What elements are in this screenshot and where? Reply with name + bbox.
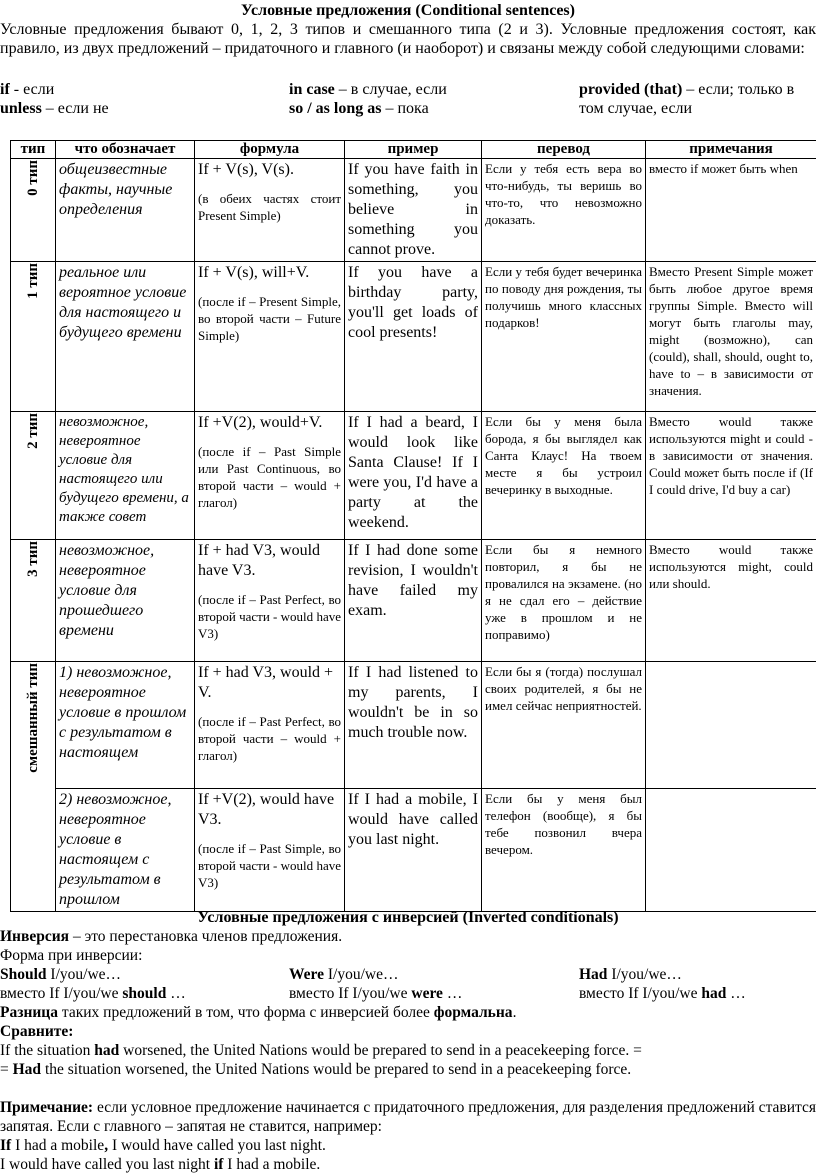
meaning-cell: реальное или вероятное условие для настоящего и будущего времени xyxy=(56,262,195,412)
translation-cell: Если у тебя есть вера во что-нибудь, ты веришь во что-то, что невозможно доказать. xyxy=(482,159,646,262)
type-cell: 2 тип xyxy=(11,412,56,540)
meaning-cell: 1) невозможное, невероятное условие в прошлом с результатом в настоящем xyxy=(56,662,195,789)
notes-cell: вместо if может быть when xyxy=(646,159,816,262)
table-row xyxy=(11,662,816,789)
formula-cell: If +V(2), would+V. (после if – Past Simple или Past Continuous, во второй части – would + глагол) xyxy=(195,412,345,540)
formula-cell: If + had V3, would have V3. (после if – Past Perfect, во второй части - would have V3) xyxy=(195,540,345,662)
compare-example-2: = Had the situation worsened, the United Nations would be prepared to send in a peacekeeping force. xyxy=(0,1060,816,1079)
table-row xyxy=(11,159,816,262)
conditionals-table xyxy=(10,140,816,912)
header-meaning: что обозначает xyxy=(56,141,195,159)
header-formula: формула xyxy=(195,141,345,159)
translation-cell: Если бы у меня была борода, я бы выглядел как Санта Клаус! На твоем месте я бы устроил вечеринку в выходные. xyxy=(482,412,646,540)
type-cell: 3 тип xyxy=(11,540,56,662)
translation-cell: Если бы у меня был телефон (вообще), я бы тебе позвонил вчера вечером. xyxy=(482,789,646,912)
table-header-row xyxy=(11,141,816,159)
inversion-section xyxy=(0,908,816,1174)
keyword-provided: provided (that) – если; только в xyxy=(579,80,794,99)
inversion-heading: Условные предложения с инверсией (Inverted conditionals) xyxy=(0,908,816,927)
table-row xyxy=(11,262,816,412)
page-title: Условные предложения (Conditional sentences) xyxy=(0,2,816,20)
notes-cell xyxy=(646,662,816,789)
notes-cell: Вместо would также используются might и could - в зависимости от значения. Could может быть после if (If I could drive, I'd buy a car) xyxy=(646,412,816,540)
translation-cell: Если бы я (тогда) послушал своих родителей, я бы не имел сейчас неприятностей. xyxy=(482,662,646,789)
table-row xyxy=(11,412,816,540)
note-paragraph: Примечание: если условное предложение начинается с придаточного предложения, для разделения предложений ставится запятая. Если с главного – запятая не ставится, например: xyxy=(0,1098,816,1136)
header-notes: примечания xyxy=(646,141,816,159)
notes-cell xyxy=(646,789,816,912)
keyword-provided-cont: том случае, если xyxy=(579,99,692,118)
example-cell: If I had a mobile, I would have called you last night. xyxy=(345,789,482,912)
inversion-forms-row: Should I/you/we… Were I/you/we… Had I/you/we… xyxy=(0,965,816,984)
table-row xyxy=(11,540,816,662)
compare-label: Сравните: xyxy=(0,1022,816,1041)
keyword-so-long: so / as long as – пока xyxy=(289,99,429,118)
formula-cell: If + V(s), V(s). (в обеих частях стоит Present Simple) xyxy=(195,159,345,262)
example-cell: If I had done some revision, I wouldn't have failed my exam. xyxy=(345,540,482,662)
table-row xyxy=(11,789,816,912)
note-example-1: If I had a mobile, I would have called you last night. xyxy=(0,1136,816,1155)
formula-cell: If + V(s), will+V. (после if – Present Simple, во второй части – Future Simple) xyxy=(195,262,345,412)
translation-cell: Если бы я немного повторил, я бы не провалился на экзамене. (но я не сдал его – действие уже в прошлом и не поправимо) xyxy=(482,540,646,662)
example-cell: If you have a birthday party, you'll get loads of cool presents! xyxy=(345,262,482,412)
type-cell: смешанный тип xyxy=(11,662,56,912)
header-translation: перевод xyxy=(482,141,646,159)
example-cell: If you have faith in something, you believe in something you cannot prove. xyxy=(345,159,482,262)
note-example-2: I would have called you last night if I had a mobile. xyxy=(0,1155,816,1174)
meaning-cell: невозможное, невероятное условие для настоящего или будущего времени, а также совет xyxy=(56,412,195,540)
meaning-cell: общеизвестные факты, научные определения xyxy=(56,159,195,262)
translation-cell: Если у тебя будет вечеринка по поводу дня рождения, ты получишь много классных подарков! xyxy=(482,262,646,412)
type-cell: 0 тип xyxy=(11,159,56,262)
meaning-cell: невозможное, невероятное условие для прошедшего времени xyxy=(56,540,195,662)
notes-cell: Вместо Present Simple может быть любое другое время группы Simple. Вместо will могут быть глаголы may, might (возможно), can (could), shall, should, ought to, have to – в зависимости от значения. xyxy=(646,262,816,412)
formula-cell: If +V(2), would have V3. (после if – Past Simple, во второй части - would have V3) xyxy=(195,789,345,912)
compare-example-1: If the situation had worsened, the United Nations would be prepared to send in a peacekeeping force. = xyxy=(0,1041,816,1060)
inversion-definition: Инверсия – это перестановка членов предложения. xyxy=(0,927,816,946)
meaning-cell: 2) невозможное, невероятное условие в настоящем с результатом в прошлом xyxy=(56,789,195,912)
keyword-in-case: in case – в случае, если xyxy=(289,80,447,99)
formula-cell: If + had V3, would + V. (после if – Past Perfect, во второй части – would + глагол) xyxy=(195,662,345,789)
keyword-unless: unless – если не xyxy=(0,99,109,118)
keyword-if: if - если xyxy=(0,80,54,99)
example-cell: If I had a beard, I would look like Santa Clause! If I were you, I'd have a party at the weekend. xyxy=(345,412,482,540)
header-example: пример xyxy=(345,141,482,159)
inversion-difference: Разница таких предложений в том, что форма с инверсией более формальна. xyxy=(0,1003,816,1022)
header-type: тип xyxy=(11,141,56,159)
notes-cell: Вместо would также используются might, could или should. xyxy=(646,540,816,662)
intro-paragraph: Условные предложения бывают 0, 1, 2, 3 типов и смешанного типа (2 и 3). Условные предложения состоят, как правило, из двух предложений – придаточного и главного (и наоборот) и связаны между собой следующими словами: xyxy=(0,20,816,58)
example-cell: If I had listened to my parents, I wouldn't be in so much trouble now. xyxy=(345,662,482,789)
inversion-form-label: Форма при инверсии: xyxy=(0,946,816,965)
inversion-alt-row: вместо If I/you/we should … вместо If I/you/we were … вместо If I/you/we had … xyxy=(0,984,816,1003)
type-cell: 1 тип xyxy=(11,262,56,412)
